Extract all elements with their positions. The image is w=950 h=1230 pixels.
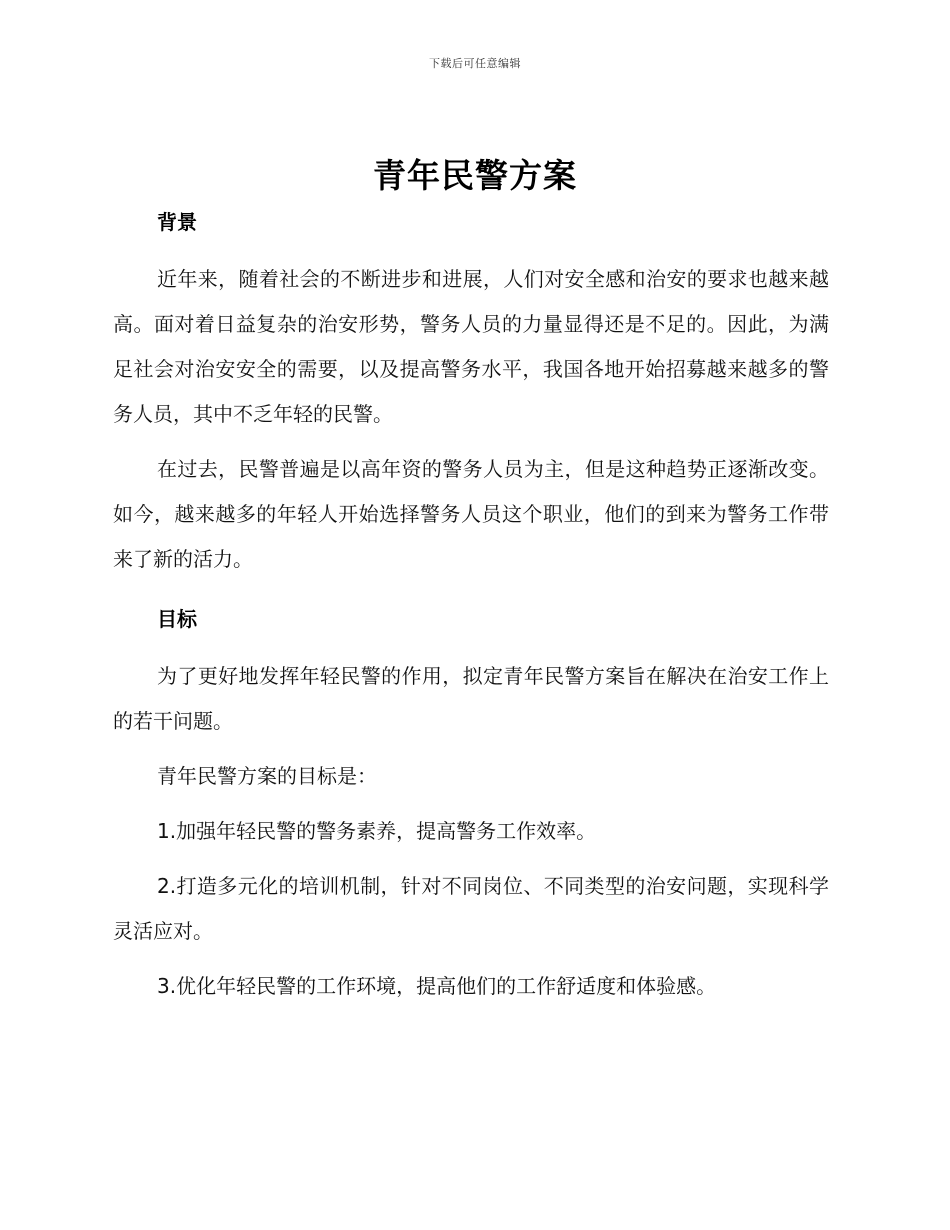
section-heading-goals: 目标 [157, 607, 197, 631]
document-title: 青年民警方案 [373, 156, 577, 195]
section-goals [113, 602, 829, 1009]
section-background [113, 205, 829, 582]
document-body [113, 205, 829, 1009]
header-note: 下载后可任意编辑 [429, 57, 521, 70]
section-heading-background: 背景 [157, 210, 197, 234]
paragraph: 近年来，随着社会的不断进步和进展，人们对安全感和治安的要求也越来越高。面对着日益复杂的治安形势，警务人员的力量显得还是不足的。因此，为满足社会对治安安全的需要，以及提高警务水平，我国各地开始招募越来越多的警务人员，其中不乏年轻的民警。 [113, 267, 829, 426]
paragraph: 在过去，民警普遍是以高年资的警务人员为主，但是这种趋势正逐渐改变。如今，越来越多的年轻人开始选择警务人员这个职业，他们的到来为警务工作带来了新的活力。 [113, 457, 829, 571]
goal-item-3: 3.优化年轻民警的工作环境，提高他们的工作舒适度和体验感。 [157, 974, 717, 998]
paragraph: 为了更好地发挥年轻民警的作用，拟定青年民警方案旨在解决在治安工作上的若干问题。 [113, 664, 829, 733]
goal-item-2: 2.打造多元化的培训机制，针对不同岗位、不同类型的治安问题，实现科学灵活应对。 [113, 874, 829, 943]
goal-item-1: 1.加强年轻民警的警务素养，提高警务工作效率。 [157, 819, 597, 843]
paragraph: 青年民警方案的目标是： [157, 764, 377, 788]
